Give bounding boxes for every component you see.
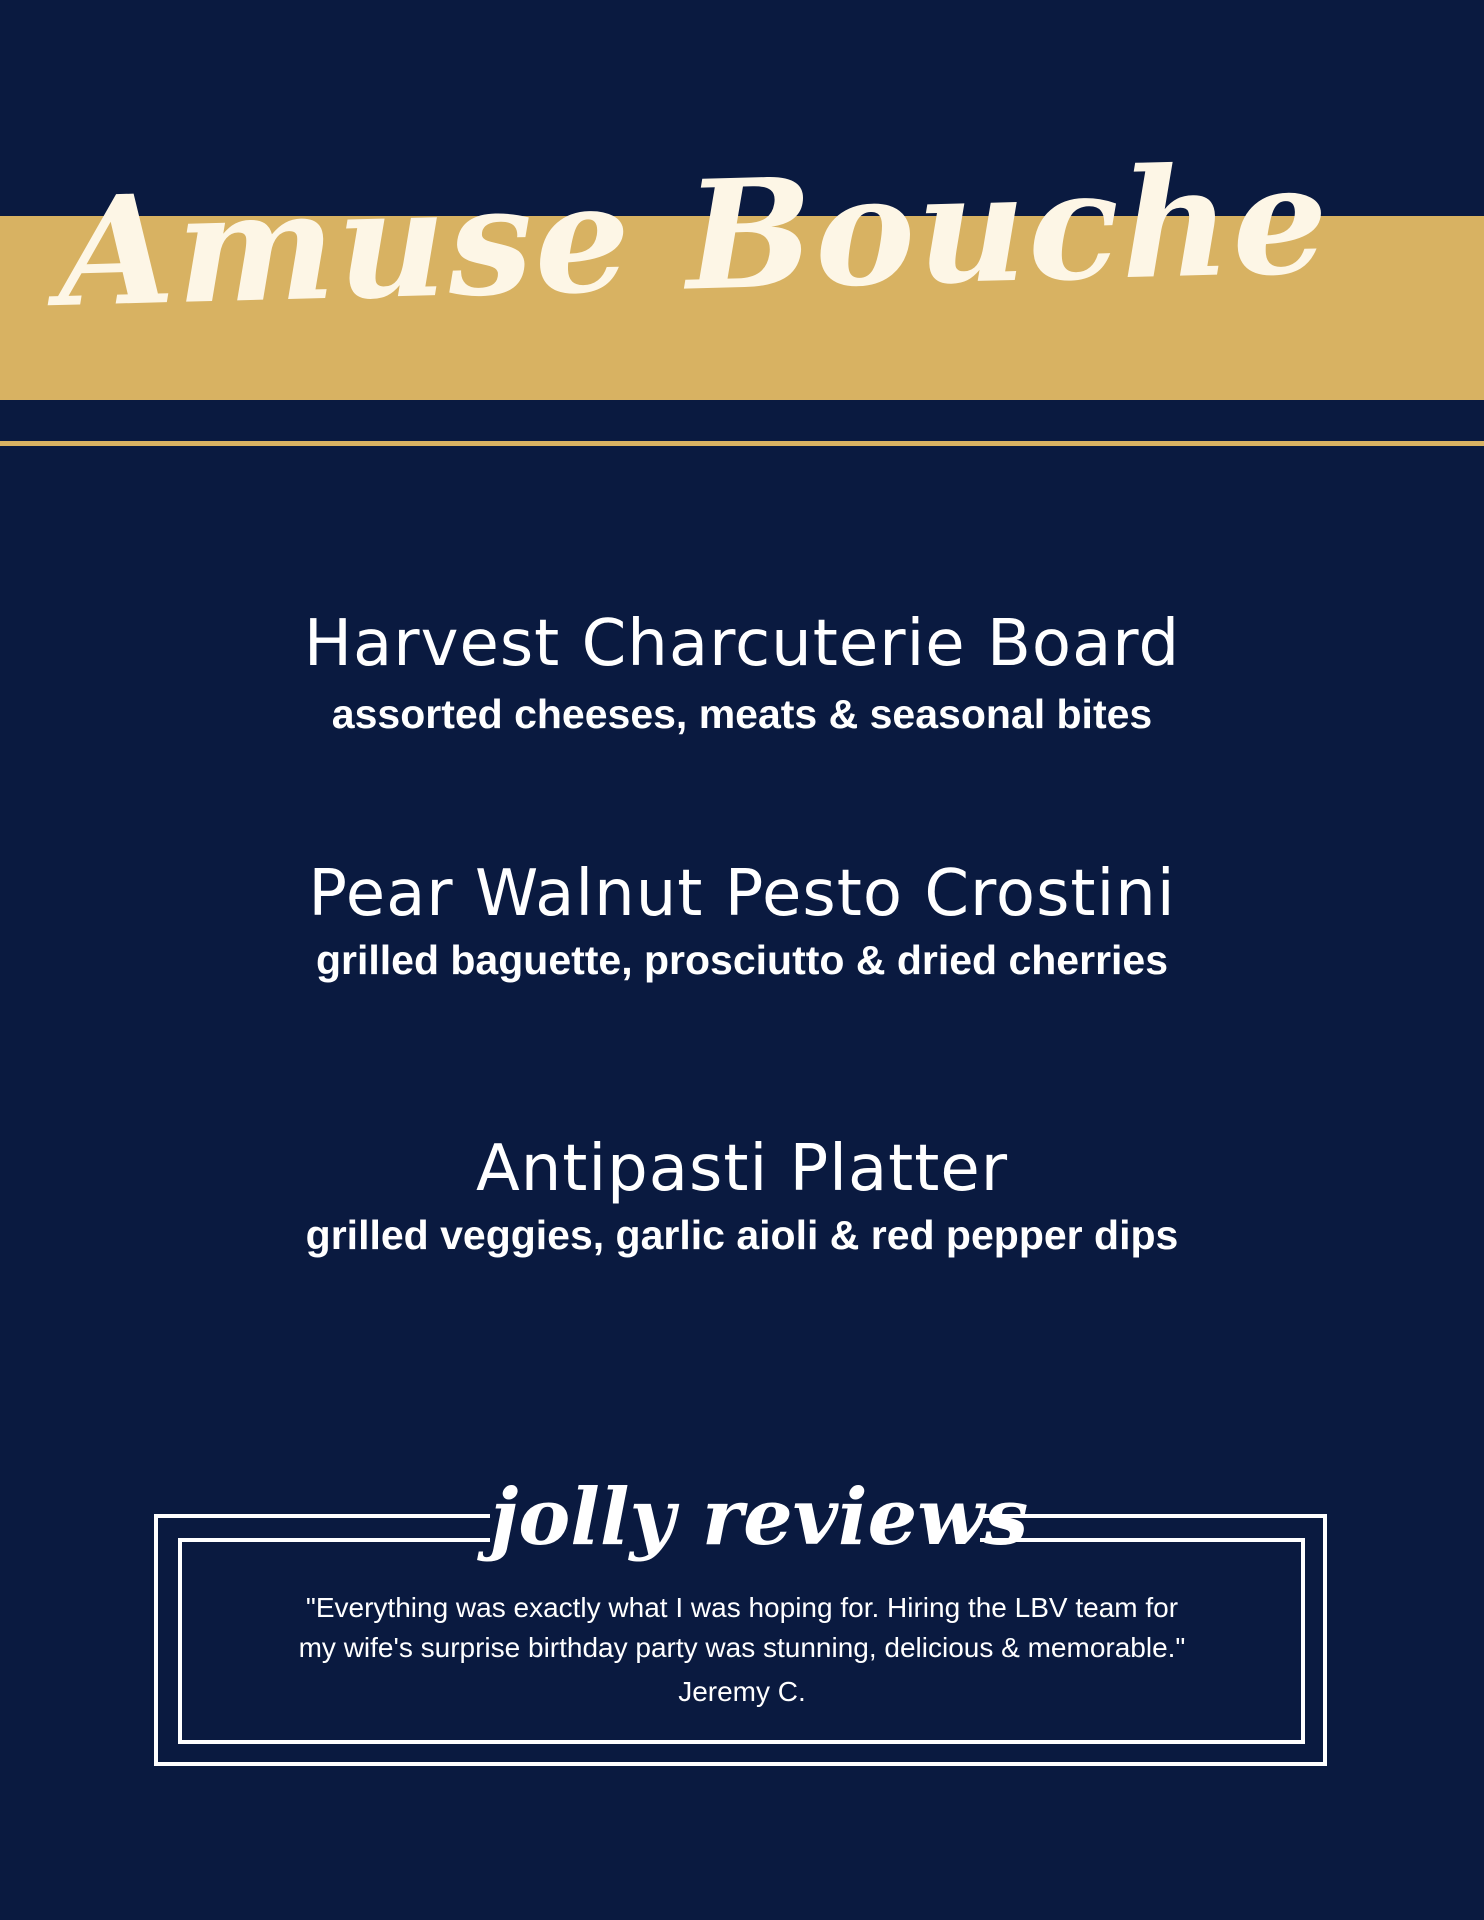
menu-item-description: grilled veggies, garlic aioli & red pepper dips [305,1212,1179,1258]
menu-item-name: Antipasti Platter [475,1132,1009,1206]
menu-item-description: assorted cheeses, meats & seasonal bites [331,691,1153,737]
menu-item [0,857,1484,983]
menu-item [0,1132,1484,1258]
menu-item-description: grilled baguette, prosciutto & dried cherries [315,937,1169,983]
divider-rule [0,441,1484,446]
review-quote-line: "Everything was exactly what I was hoping for. Hiring the LBV team for [305,1592,1179,1623]
review-author: Jeremy C. [678,1676,806,1707]
review-quote-line: my wife's surprise birthday party was stunning, delicious & memorable." [298,1632,1186,1663]
menu-item [0,607,1484,737]
review-heading: jolly reviews [490,1468,980,1568]
menu-item-name: Pear Walnut Pesto Crostini [308,857,1176,931]
review-quote [190,1588,1294,1668]
page-title: Amuse Bouche [55,131,1332,341]
menu-item-name: Harvest Charcuterie Board [303,607,1181,681]
